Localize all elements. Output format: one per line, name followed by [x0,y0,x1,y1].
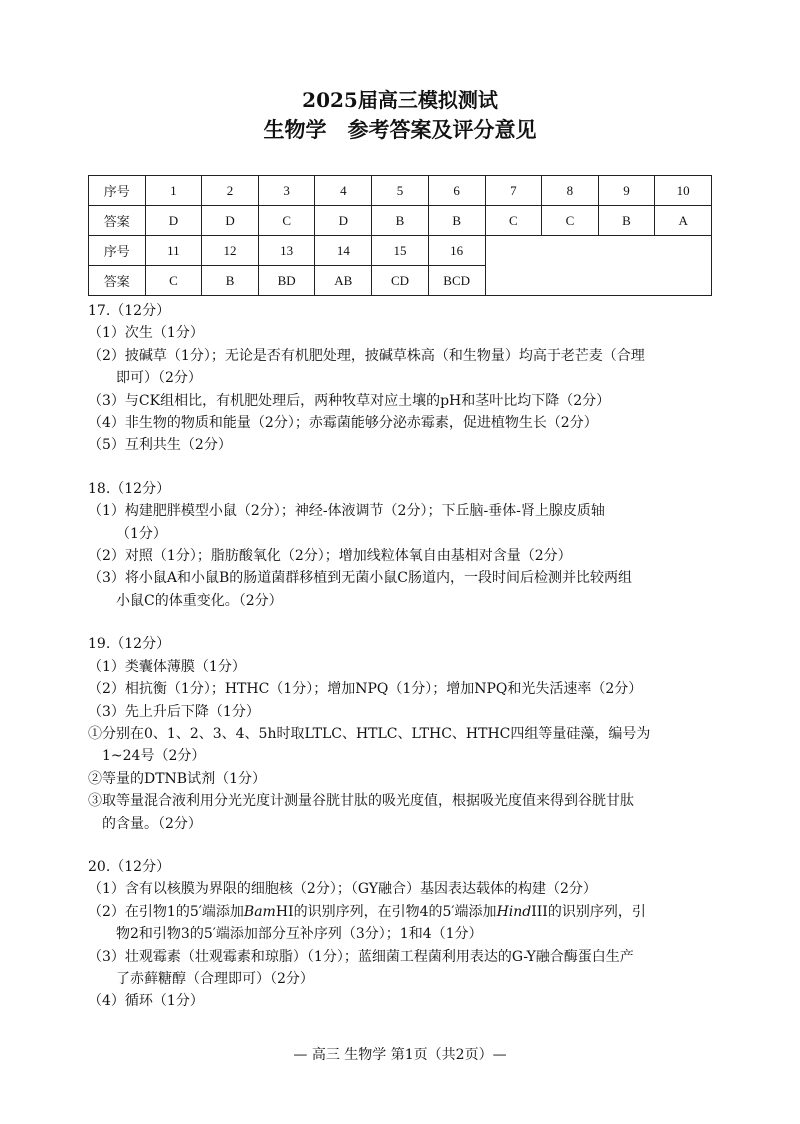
row-label: 序号 [89,176,146,206]
table-cell: C [258,206,315,236]
table-cell: C [485,206,542,236]
row-label: 答案 [89,266,146,296]
table-cell: 13 [258,236,315,266]
question-18 [88,478,716,612]
answer-line: 1~24号（2分） [102,748,206,765]
table-cell: A [655,206,712,236]
table-cell: 14 [315,236,372,266]
table-cell: 10 [655,176,712,206]
question-19 [88,633,716,835]
answer-line: ①分别在0、1、2、3、4、5h时取LTLC、HTLC、LTHC、HTHC四组等量硅藻，编号为 [88,725,651,742]
table-cell: D [202,206,259,236]
table-cell: 16 [428,236,485,266]
question-heading: 19.（12分） [88,636,171,653]
table-cell: B [202,266,259,296]
answer-line: 即可）（2分） [116,370,202,387]
table-cell: C [542,206,599,236]
answer-line: （1分） [116,525,167,542]
question-heading: 18.（12分） [88,480,171,497]
table-cell: AB [315,266,372,296]
answer-line: 物2和引物3的5′端添加部分互补序列（3分）；1和4（1分） [116,926,483,943]
table-row [89,236,712,266]
answer-line: （3）先上升后下降（1分） [88,703,260,720]
question-20 [88,856,716,1013]
answer-text: III的识别序列，引 [531,903,646,920]
empty-merged-cell [485,236,711,296]
answer-line [88,901,716,923]
question-heading: 17.（12分） [88,303,171,319]
answer-line: （1）构建肥胖模型小鼠（2分）；神经-体液调节（2分）；下丘脑-垂体-肾上腺皮质轴 [88,503,605,520]
answer-line: （2）披碱草（1分）；无论是否有机肥处理，披碱草株高（和生物量）均高于老芒麦（合理 [88,347,645,364]
answer-line: （3）与CK组相比，有机肥处理后，两种牧草对应土壤的pH和茎叶比均下降（2分） [88,392,611,409]
answer-text: （2）在引物1的5′端添加 [88,903,244,920]
enzyme-name: Bam [243,903,276,920]
table-cell: 9 [598,176,655,206]
answer-line: （1）次生（1分） [88,325,204,342]
table-cell: BCD [428,266,485,296]
answer-line: 了赤藓糖醇（合理即可）（2分） [116,970,314,987]
answer-line: ③取等量混合液利用分光光度计测量谷胱甘肽的吸光度值，根据吸光度值来得到谷胱甘肽 [88,793,634,810]
question-heading: 20.（12分） [88,858,171,875]
table-cell: 3 [258,176,315,206]
table-cell: 8 [542,176,599,206]
answer-line: （3）将小鼠A和小鼠B的肠道菌群移植到无菌小鼠C肠道内，一段时间后检测并比较两组 [88,570,633,587]
document-subtitle: 生物学 参考答案及评分意见 [263,117,537,142]
table-cell: 2 [202,176,259,206]
table-cell: D [145,206,202,236]
table-cell: 11 [145,236,202,266]
question-17 [88,300,716,457]
answer-line: （2）相抗衡（1分）；HTHC（1分）；增加NPQ（1分）；增加NPQ和光失活速率（2分） [88,681,643,698]
table-cell: 1 [145,176,202,206]
document-title: 2025届高三模拟测试 [302,88,498,112]
row-label: 序号 [89,236,146,266]
page-footer: — 高三 生物学 第1页（共2页）— [293,1047,507,1063]
table-cell: B [598,206,655,236]
answer-line: （4）非生物的物质和能量（2分）；赤霉菌能够分泌赤霉素，促进植物生长（2分） [88,415,598,432]
table-cell: BD [258,266,315,296]
answer-line: （1）类囊体薄膜（1分） [88,658,246,675]
answer-table [88,175,712,296]
table-cell: 7 [485,176,542,206]
table-cell: 4 [315,176,372,206]
table-cell: 12 [202,236,259,266]
table-cell: 15 [372,236,429,266]
table-cell: 5 [372,176,429,206]
table-cell: D [315,206,372,236]
answer-text: HI的识别序列，在引物4的5′端添加 [275,903,497,920]
answer-line: ②等量的DTNB试剂（1分） [88,770,267,787]
answer-line: （2）对照（1分）；脂肪酸氧化（2分）；增加线粒体氧自由基相对含量（2分） [88,548,572,565]
table-row [89,206,712,236]
answer-line: （4）循环（1分） [88,993,204,1010]
answer-content [88,300,716,1013]
answer-line: 小鼠C的体重变化。（2分） [116,592,283,609]
table-cell: B [372,206,429,236]
answer-line: （5）互利共生（2分） [88,437,232,454]
table-cell: B [428,206,485,236]
table-cell: CD [372,266,429,296]
answer-line: （3）壮观霉素（壮观霉素和琼脂）（1分）；蓝细菌工程菌利用表达的G-Y融合酶蛋白生产 [88,948,634,965]
answer-line: 的含量。（2分） [102,815,202,832]
row-label: 答案 [89,206,146,236]
answer-line: （1）含有以核膜为界限的细胞核（2分）；（GY融合）基因表达载体的构建（2分） [88,881,597,898]
enzyme-name: Hind [496,903,532,920]
table-row [89,176,712,206]
table-cell: C [145,266,202,296]
table-cell: 6 [428,176,485,206]
